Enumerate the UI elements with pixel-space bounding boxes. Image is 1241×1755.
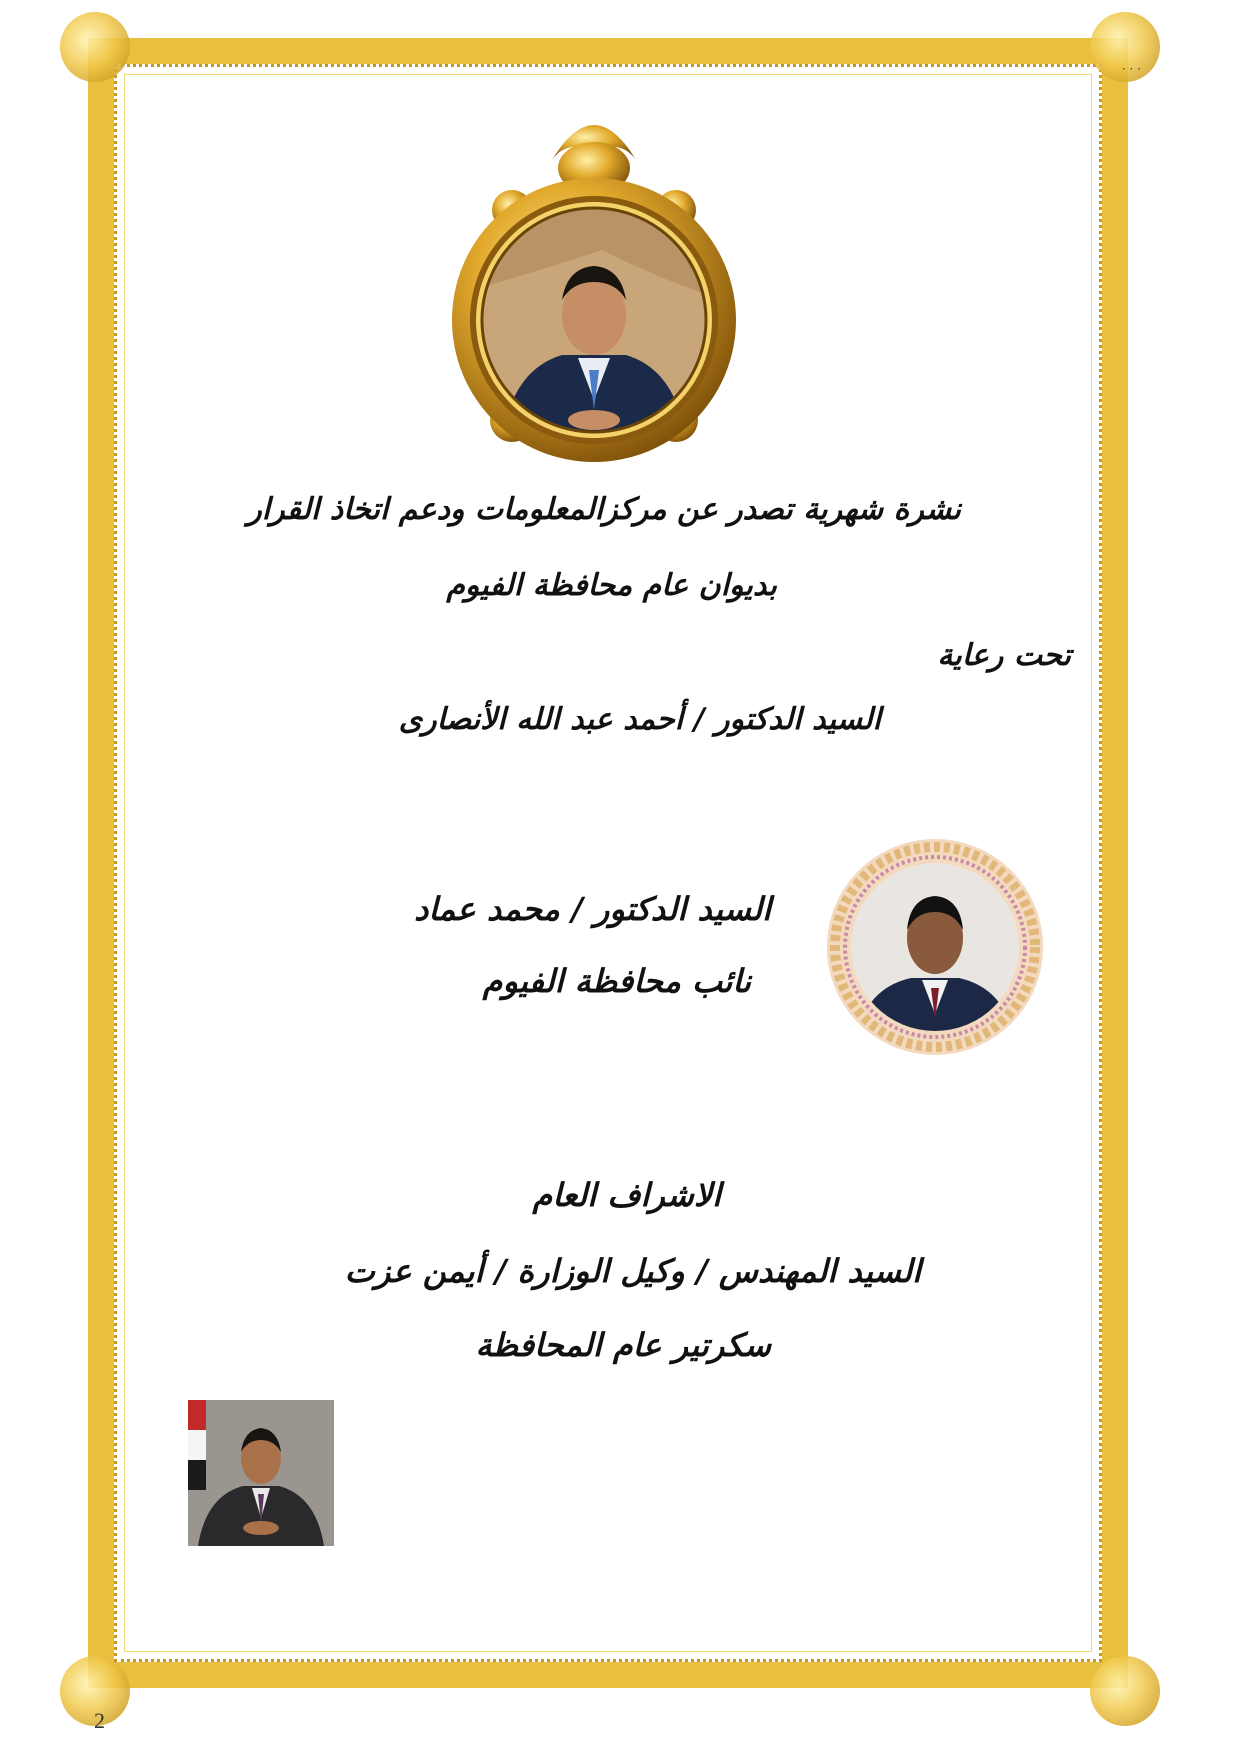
supervision-heading: الاشراف العام: [532, 1176, 721, 1214]
decorative-dots: · · ·: [1121, 62, 1141, 76]
governor-portrait-medallion: [402, 100, 786, 484]
secretary-title: سكرتير عام المحافظة: [475, 1326, 771, 1364]
patron-label: تحت رعاية: [937, 638, 1071, 673]
secretary-portrait: [188, 1400, 334, 1546]
patron-name: السيد الدكتور / أحمد عبد الله الأنصارى: [398, 702, 881, 737]
newsletter-header-line2: بديوان عام محافظة الفيوم: [446, 568, 777, 603]
deputy-portrait: [826, 838, 1044, 1056]
page-number: 2: [94, 1708, 105, 1733]
newsletter-header-line1: نشرة شهرية تصدر عن مركزالمعلومات ودعم اتخاذ القرار: [247, 492, 961, 527]
secretary-name: السيد المهندس / وكيل الوزارة / أيمن عزت: [344, 1252, 921, 1290]
frame-corner-ornament-bottom-right: [1090, 1656, 1160, 1726]
frame-corner-ornament-top-left: [60, 12, 130, 82]
deputy-title: نائب محافظة الفيوم: [482, 962, 751, 1000]
deputy-name: السيد الدكتور / محمد عماد: [414, 890, 771, 928]
